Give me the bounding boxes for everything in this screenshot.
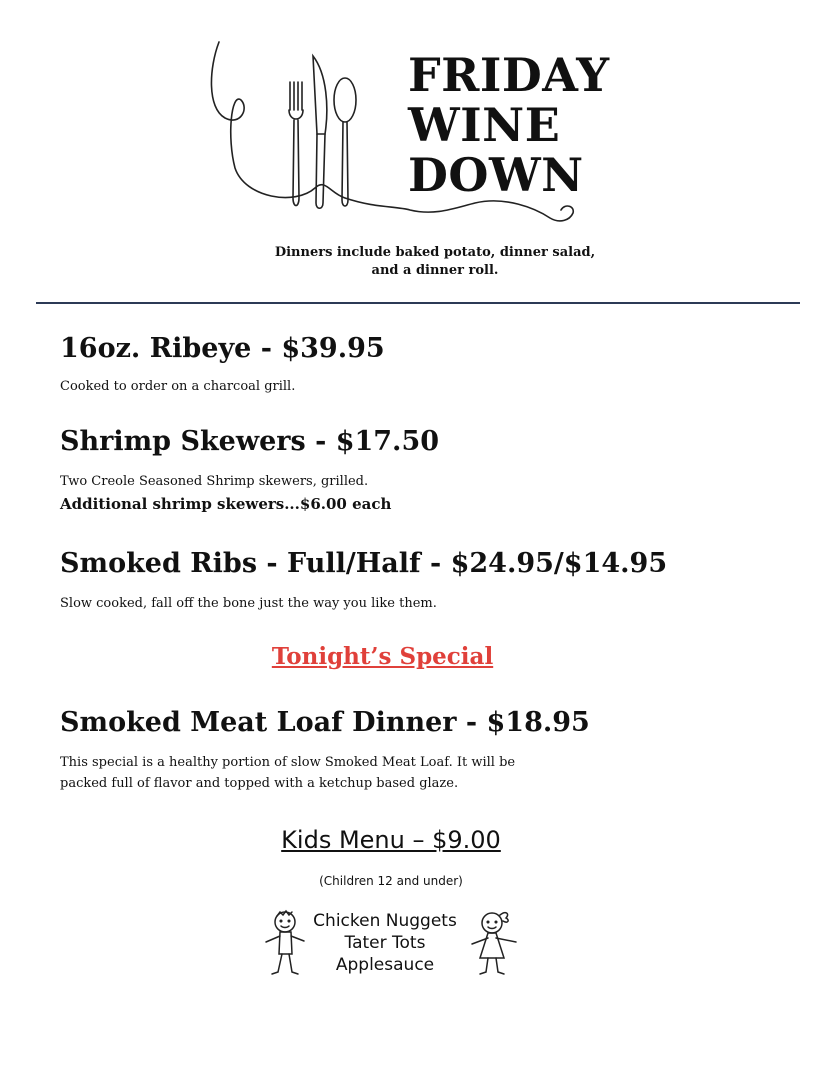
special-heading: Tonight’s Special — [271, 643, 494, 670]
header-divider — [36, 302, 800, 304]
special-description: This special is a healthy portion of slow Smoked Meat Loaf. It will be packed full of flavor and topped with a ketchup based glaze. — [60, 755, 516, 791]
menu-item-title: Shrimp Skewers - $17.50 — [60, 426, 440, 457]
dinner-includes-note: Dinners include baked potato, dinner salad, and a dinner roll. — [274, 245, 596, 278]
page-title — [408, 50, 610, 200]
menu-item-extra: Additional shrimp skewers...$6.00 each — [60, 495, 392, 513]
menu-item-title: 16oz. Ribeye - $39.95 — [60, 333, 385, 364]
kids-menu-item: Chicken Nuggets — [313, 911, 457, 931]
menu-item-description: Slow cooked, fall off the bone just the way you like them. — [60, 596, 437, 611]
menu-item-title: Smoked Ribs - Full/Half - $24.95/$14.95 — [60, 548, 668, 579]
title-line: DOWN — [408, 148, 584, 202]
kids-menu-item: Applesauce — [335, 955, 435, 975]
girl-stick-figure-icon — [466, 908, 522, 978]
kids-menu-title: Kids Menu – $9.00 — [281, 826, 501, 854]
kids-menu-items — [300, 910, 470, 976]
title-line: FRIDAY — [408, 48, 610, 102]
menu-item-description: Cooked to order on a charcoal grill. — [60, 379, 296, 394]
special-title: Smoked Meat Loaf Dinner - $18.95 — [60, 707, 590, 738]
title-line: WINE — [408, 98, 561, 152]
kids-menu-item: Tater Tots — [344, 933, 426, 953]
kids-menu-note: (Children 12 and under) — [319, 874, 463, 888]
menu-item-description: Two Creole Seasoned Shrimp skewers, grilled. — [60, 474, 369, 489]
menu-header — [0, 0, 835, 300]
